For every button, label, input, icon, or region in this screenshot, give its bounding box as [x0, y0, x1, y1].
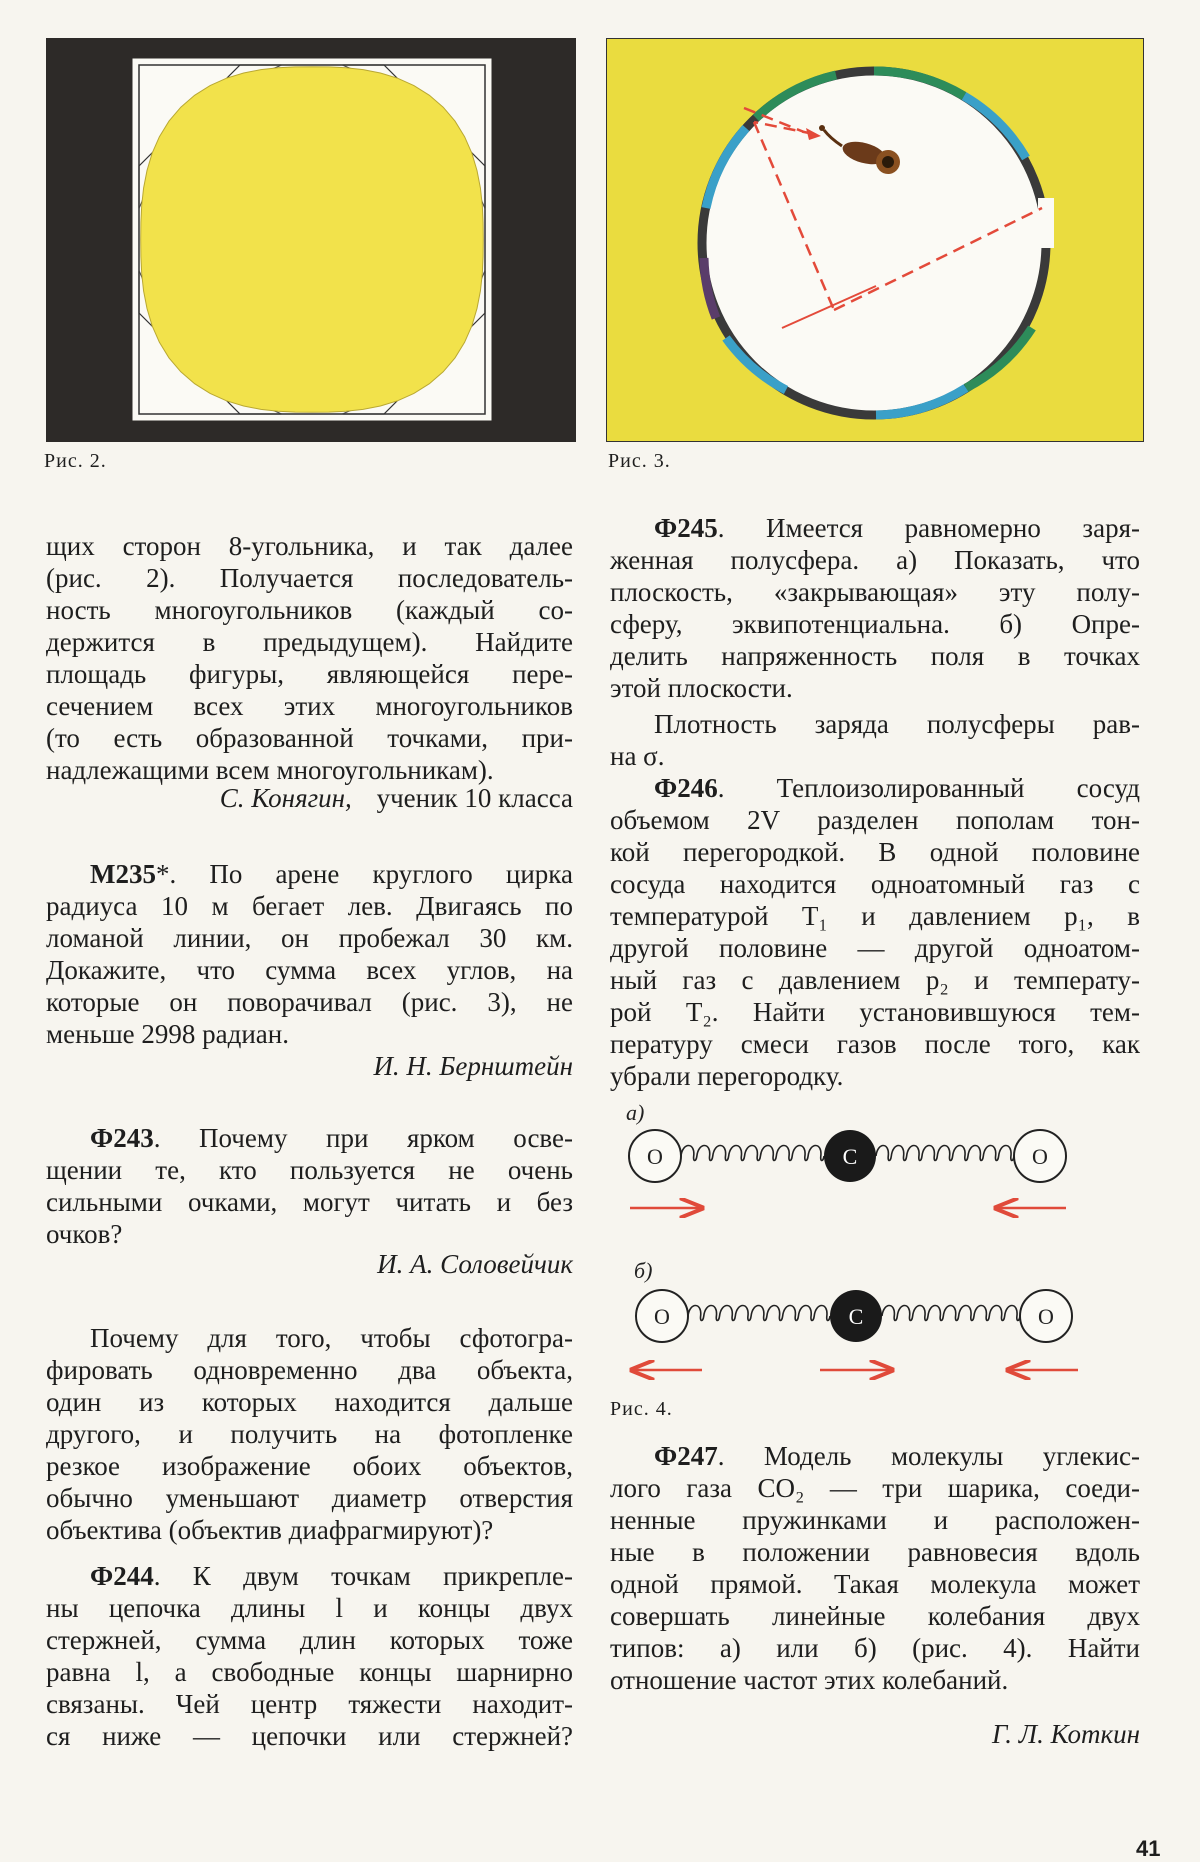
- text-line: ся ниже — цепочки или стержней?: [46, 1721, 573, 1751]
- problem-id: Ф243: [90, 1123, 154, 1153]
- intersection-figure: [141, 67, 484, 413]
- text-line: надлежащими всем многоугольникам).: [46, 755, 494, 785]
- atom-label: C: [848, 1304, 864, 1329]
- atom-label: O: [654, 1304, 670, 1329]
- figure-2-drawing: [46, 38, 576, 442]
- spring: [882, 1306, 1020, 1321]
- problem-f243: [46, 1122, 573, 1250]
- text-line: которые он поворачивал (рис. 3), не: [46, 987, 573, 1017]
- text-line: щих сторон 8-угольника, и так далее: [46, 531, 573, 561]
- text-line: связаны. Чей центр тяжести находит-: [46, 1689, 573, 1719]
- text-line: . Модель молекулы углекис-: [717, 1441, 1140, 1471]
- byline-soloveychik: И. А. Соловейчик: [377, 1249, 573, 1279]
- text-line: делить напряженность поля в точках: [610, 641, 1140, 671]
- spring: [688, 1306, 830, 1321]
- text-line: площадь фигуры, являющейся пере-: [46, 659, 573, 689]
- text-line: один из которых находится дальше: [46, 1387, 573, 1417]
- text-line: Почему для того, чтобы сфотогра-: [90, 1323, 573, 1353]
- text-line: пературу смеси газов после того, как: [610, 1029, 1140, 1059]
- question-photo: [46, 1322, 573, 1546]
- problem-id: Ф246: [654, 773, 718, 803]
- figure-3-drawing: [606, 38, 1144, 442]
- text-line: ность многоугольников (каждый со-: [46, 595, 573, 625]
- problem-id: Ф247: [654, 1441, 718, 1471]
- text-line: сферу, эквипотенциальна. б) Опре-: [610, 609, 1140, 639]
- text-line: сосуда находится одноатомный газ с: [610, 869, 1140, 899]
- text-line: . Теплоизолированный сосуд: [717, 773, 1140, 803]
- text-line: радиуса 10 м бегает лев. Двигаясь по: [46, 891, 573, 921]
- atom-label: O: [1038, 1304, 1054, 1329]
- text-line: ные в положении равновесия вдоль: [610, 1537, 1140, 1567]
- label-b: б): [634, 1258, 653, 1283]
- text-line: очков?: [46, 1219, 123, 1249]
- text-line: равна l, а свободные концы шарнирно: [46, 1657, 573, 1687]
- text-line: убрали перегородку.: [610, 1061, 844, 1091]
- problem-id: Ф244: [90, 1561, 154, 1591]
- text-line: Докажите, что сумма всех углов, на: [46, 955, 573, 985]
- continuation-paragraph: [46, 530, 573, 786]
- text-line: лого газа CO₂ — три шарика, соеди-: [610, 1473, 1140, 1503]
- text-line: типов: а) или б) (рис. 4). Найти: [610, 1633, 1140, 1663]
- byline-konyagin: [46, 782, 573, 814]
- text-line: другого, и получить на фотопленке: [46, 1419, 573, 1449]
- text-line: кой перегородкой. В одной половине: [610, 837, 1140, 867]
- text-line: этой плоскости.: [610, 673, 793, 703]
- text-line: сечением всех этих многоугольников: [46, 691, 573, 721]
- text-line: ный газ с давлением p₂ и температу-: [610, 965, 1140, 995]
- text-line: (то есть образованной точками, при-: [46, 723, 573, 753]
- page-number: 41: [1136, 1836, 1161, 1861]
- text-line: одной прямой. Такая молекула может: [610, 1569, 1140, 1599]
- atom-label: O: [1032, 1144, 1048, 1169]
- text-line: . Почему при ярком осве-: [153, 1123, 573, 1153]
- text-line: Плотность заряда полусферы рав-: [654, 709, 1140, 739]
- problem-id: М235: [90, 859, 156, 889]
- atom-label: O: [647, 1144, 663, 1169]
- byline-kotkin: Г. Л. Коткин: [991, 1719, 1140, 1749]
- spring: [681, 1146, 824, 1161]
- label-a: a): [626, 1100, 645, 1125]
- text-line: . К двум точкам прикрепле-: [153, 1561, 573, 1591]
- text-line: отношение частот этих колебаний.: [610, 1665, 1009, 1695]
- problem-f246: [610, 772, 1140, 1092]
- author-note: ученик 10 класса: [376, 783, 573, 813]
- text-line: рой T₂. Найти установившуюся тем-: [610, 997, 1140, 1027]
- text-line: сильными очками, могут читать и без: [46, 1187, 573, 1217]
- text-line: женная полусфера. а) Показать, что: [610, 545, 1140, 575]
- figure-2: [46, 38, 576, 442]
- text-line: на σ.: [610, 741, 665, 771]
- text-line: ны цепочка длины l и концы двух: [46, 1593, 573, 1623]
- figure-4-caption: Рис. 4.: [610, 1398, 673, 1420]
- text-line: объектива (объектив диафрагмируют)?: [46, 1515, 494, 1545]
- text-line: . Имеется равномерно заря-: [717, 513, 1140, 543]
- author-name: С. Конягин,: [219, 783, 352, 813]
- text-line: щении те, кто пользуется не очень: [46, 1155, 573, 1185]
- text-line: *. По арене круглого цирка: [155, 859, 573, 889]
- figure-2-caption: Рис. 2.: [44, 450, 107, 472]
- text-line: ненные пружинками и расположен-: [610, 1505, 1140, 1535]
- spring: [876, 1146, 1014, 1161]
- problem-f245: [610, 512, 1140, 772]
- text-line: объемом 2V разделен пополам тон-: [610, 805, 1140, 835]
- text-line: плоскость, «закрывающая» эту полу-: [610, 577, 1140, 607]
- text-line: держится в предыдущем). Найдите: [46, 627, 573, 657]
- figure-4-drawing: [610, 1098, 1140, 1398]
- text-line: ломаной линии, он пробежал 30 км.: [46, 923, 573, 953]
- atom-label: C: [842, 1144, 858, 1169]
- text-line: фировать одновременно два объекта,: [46, 1355, 573, 1385]
- problem-f247: [610, 1440, 1140, 1696]
- text-line: температурой T₁ и давлением p₁, в: [610, 901, 1140, 931]
- text-line: резкое изображение обоих объектов,: [46, 1451, 573, 1481]
- problem-id: Ф245: [654, 513, 718, 543]
- text-line: совершать линейные колебания двух: [610, 1601, 1140, 1631]
- problem-f244: [46, 1560, 573, 1752]
- text-line: стержней, сумма длин которых тоже: [46, 1625, 573, 1655]
- problem-m235: [46, 858, 573, 1050]
- text-line: обычно уменьшают диаметр отверстия: [46, 1483, 573, 1513]
- text-line: (рис. 2). Получается последователь-: [46, 563, 573, 593]
- byline-bernshtein: И. Н. Бернштейн: [373, 1051, 573, 1081]
- figure-3: [606, 38, 1144, 442]
- text-line: меньше 2998 радиан.: [46, 1019, 289, 1049]
- text-line: другой половине — другой одноатом-: [610, 933, 1140, 963]
- figure-4: [610, 1098, 1140, 1398]
- figure-3-caption: Рис. 3.: [608, 450, 671, 472]
